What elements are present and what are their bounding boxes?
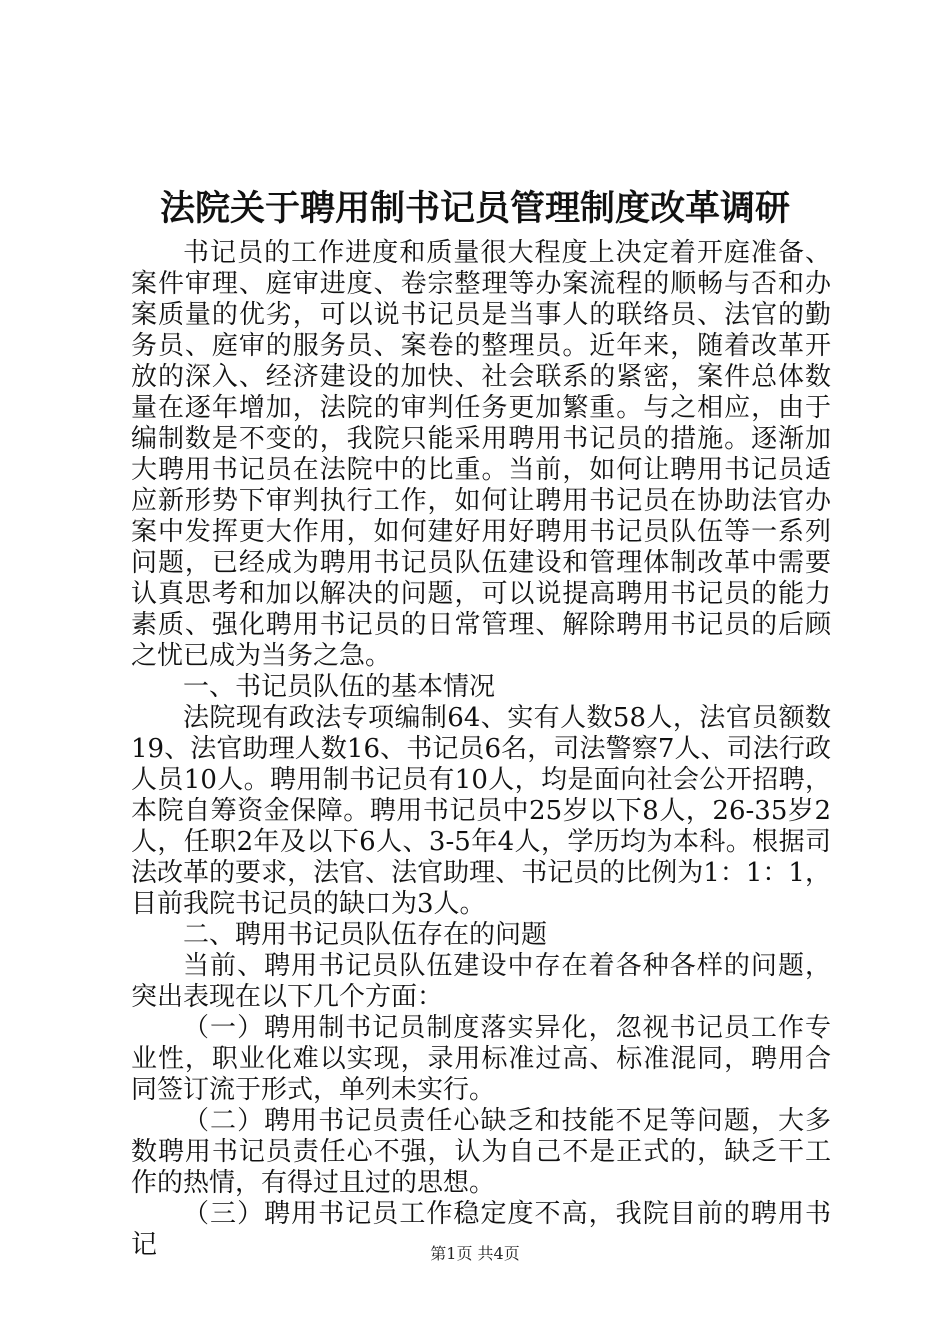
section-heading-2: 二、聘用书记员队伍存在的问题 (183, 920, 548, 950)
paragraph-problem-3: （三）聘用书记员工作稳定度不高，我院目前的聘用书记 (131, 1199, 831, 1260)
document-body (131, 238, 831, 1261)
section-heading-1: 一、书记员队伍的基本情况 (183, 672, 496, 702)
paragraph-intro: 书记员的工作进度和质量很大程度上决定着开庭准备、案件审理、庭审进度、卷宗整理等办案流程的顺畅与否和办案质量的优劣，可以说书记员是当事人的联络员、法官的勤务员、庭审的服务员、案卷的整理员。近年来，随着改革开放的深入、经济建设的加快、社会联系的紧密，案件总体数量在逐年增加，法院的审判任务更加繁重。与之相应，由于编制数是不变的，我院只能采用聘用书记员的措施。逐渐加大聘用书记员在法院中的比重。当前，如何让聘用书记员适应新形势下审判执行工作，如何让聘用书记员在协助法官办案中发挥更大作用，如何建好用好聘用书记员队伍等一系列问题，已经成为聘用书记员队伍建设和管理体制改革中需要认真思考和加以解决的问题，可以说提高聘用书记员的能力素质、强化聘用书记员的日常管理、解除聘用书记员的后顾之忧已成为当务之急。 (131, 238, 831, 671)
paragraph-problem-2: （二）聘用书记员责任心缺乏和技能不足等问题，大多数聘用书记员责任心不强，认为自己不是正式的，缺乏干工作的热情，有得过且过的思想。 (131, 1106, 831, 1198)
paragraph-problem-1: （一）聘用制书记员制度落实异化，忽视书记员工作专业性，职业化难以实现，录用标准过高、标准混同，聘用合同签订流于形式，单列未实行。 (131, 1013, 831, 1105)
document-title: 法院关于聘用制书记员管理制度改革调研 (159, 188, 790, 229)
page-footer: 第1页 共4页 (430, 1244, 520, 1263)
paragraph-basic-situation: 法院现有政法专项编制64、实有人数58人，法官员额数19、法官助理人数16、书记员6名，司法警察7人、司法行政人员10人。聘用制书记员有10人，均是面向社会公开招聘，本院自筹资金保障。聘用书记员中25岁以下8人，26-35岁2人，任职2年及以下6人、3-5年4人，学历均为本科。根据司法改革的要求，法官、法官助理、书记员的比例为1：1：1，目前我院书记员的缺口为3人。 (131, 703, 831, 919)
paragraph-problems-intro: 当前、聘用书记员队伍建设中存在着各种各样的问题，突出表现在以下几个方面： (131, 951, 831, 1012)
